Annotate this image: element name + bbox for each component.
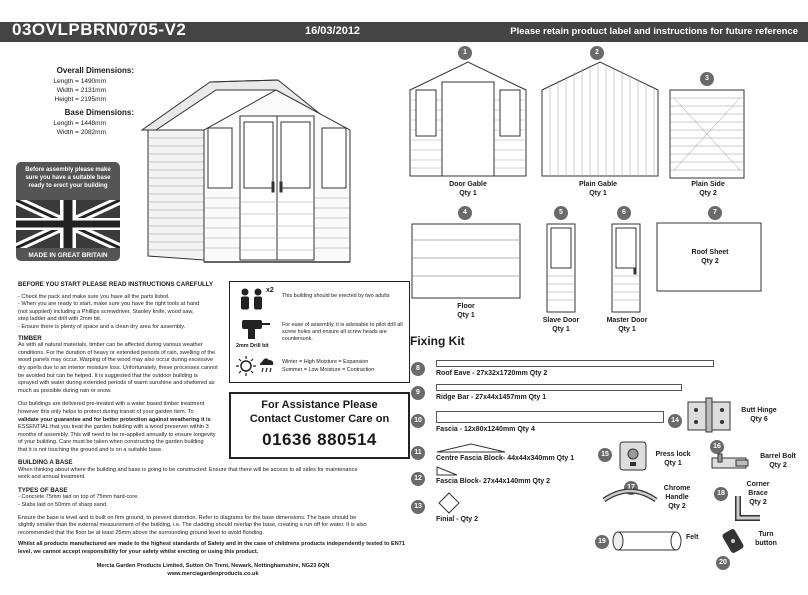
base-width: Width = 2082mm [56,129,106,136]
union-flag-icon [16,200,120,248]
treatment-line: however this only helps to protect during transit of your garden item. To [18,408,194,415]
finial-drawing [438,492,460,514]
fixing-number: 18 [714,487,728,501]
overall-width: Width = 2131mm [56,87,106,94]
product-code: 03OVLPBRN0705-V2 [12,20,187,39]
level-line: Ensure the base is level and is built on firm ground, to prevent distortion. Refer to diagrams for the base dimensions. The base should be [18,514,357,521]
component-caption: Plain Side Qty 2 [691,181,725,197]
issue-date: 16/03/2012 [305,25,361,37]
component-number: 3 [700,72,714,86]
company-website: www.merciagardenproducts.co.uk [167,570,259,577]
component-caption: Master Door Qty 1 [606,317,648,333]
roof-eave-bar [436,360,714,367]
footer [18,563,408,578]
badge-text: Before assembly please make sure you have a suitable base ready to erect your building [25,167,111,189]
dimensions-block [10,66,134,137]
timber-line: As with all natural materials, timber can be affected during various weather [18,342,203,349]
component-caption: Plain Gable Qty 1 [578,181,618,197]
component-caption: Floor Qty 1 [457,303,475,319]
intro-line: - Check the pack and make sure you have all the parts listed. [18,293,170,300]
floor-drawing [410,222,522,300]
base-section [18,459,408,557]
master-door-drawing [610,222,642,314]
fixing-caption: Butt Hinge Qty 6 [741,407,777,423]
intro-line: - When you are ready to start, make sure you have the right tools at hand [18,301,200,308]
component-number: 5 [554,206,568,220]
felt-roll-drawing [612,530,682,552]
treatment-line: that it is not touching the ground and is on a suitable base. [18,446,163,453]
header-bar [0,22,808,42]
fixing-caption: Barrel Bolt Qty 2 [760,453,796,469]
base-dimensions-title: Base Dimensions: [64,108,134,117]
fixing-label: Ridge Bar - 27x44x1457mm Qty 1 [436,394,547,401]
fixing-number: 9 [411,386,425,400]
door-gable-drawing [408,60,528,178]
fixing-number: 8 [411,362,425,376]
timber-line: conditions. For the duration of heavy or extended periods of rain, swelling of the [18,349,216,356]
fixing-number: 15 [598,448,612,462]
intro-section [18,281,228,454]
fixing-label: Fascia - 12x80x1240mm Qty 4 [436,426,535,433]
shed-illustration [140,72,368,268]
ridge-bar [436,384,682,391]
fixing-number: 17 [624,481,638,495]
timber-line: wood panels may occur. Warping of the wood may also occur during excessive [18,357,214,364]
level-line: slightly smaller than the external measurement of the building, i.e. The cladding should overlap the base, creating a run off for water. It is also [18,522,367,529]
fixing-kit-title: Fixing Kit [410,334,465,348]
building-base-heading: BUILDING A BASE [18,459,73,466]
turn-button-drawing [720,526,748,556]
drill-icon [238,318,270,340]
timber-line: sprayed with water during extended periods of warm sunshine and sheltered as [18,380,215,387]
fixing-number: 14 [668,414,682,428]
moisture-winter: Winter = High Moisture = Expansion [282,359,369,365]
centre-fascia-block-drawing [436,443,506,453]
people-count: x2 [266,287,274,294]
plain-gable-drawing [540,60,660,178]
component-number: 7 [708,206,722,220]
fixing-caption: Press lock Qty 1 [655,451,691,467]
fixing-number: 12 [411,472,425,486]
timber-heading: TIMBER [18,334,42,342]
fixing-label: Centre Fascia Block- 44x44x340mm Qty 1 [436,455,575,462]
base-type: - Slabs laid on 50mm of sharp sand. [18,501,108,508]
intro-line: - Ensure there is plenty of space and a clean dry area for assembly. [18,323,186,330]
treatment-line: validate your guarantee and for better protection against weathering it is [18,416,211,423]
info-box [229,281,410,383]
plain-side-drawing [668,88,746,180]
slave-door-drawing [545,222,577,314]
component-number: 4 [458,206,472,220]
intro-line: (not supplied) including a Phillips screwdriver, Stanley knife, wood saw, [18,308,194,315]
safety-line: Whilst all products manufactured are made to the highest standards of Safety and in the case of childrens products independently tested to EN71 [18,541,405,548]
intro-line: step ladder and drill with 2mm bit. [18,316,102,323]
component-number: 1 [458,46,472,60]
treatment-line: Our buildings are delivered pre-treated with a water based timber treatment [18,401,205,408]
butt-hinge-drawing [686,396,732,434]
assist-line-1: For Assistance Please [261,399,378,411]
chrome-handle-drawing [600,486,660,504]
fixing-label: Fascia Block- 27x44x140mm Qty 2 [436,478,551,485]
fixing-caption: Turn button [755,531,777,547]
safety-line: level, we cannot accept responsibility for your safety whilst erecting or using this product. [18,548,259,555]
weather-icon [236,354,276,378]
component-caption: Roof Sheet Qty 2 [691,249,729,265]
fixing-label: Roof Eave - 27x32x1720mm Qty 2 [436,370,548,377]
fascia-bar [436,411,664,423]
timber-line: dry spells due to an interior moisture loss. Unfortunately, these processes cannot [18,364,218,371]
treatment-line: months of assembly. This will need to be re-applied annually to ensure longevity [18,431,216,438]
fixing-label: Felt [686,534,699,541]
level-line: recommended that the floor be at least 25mm above the surrounding ground level to avoid flooding. [18,529,264,536]
retain-notice: Please retain product label and instructions for future reference [510,26,798,37]
moisture-summer: Summer = Low Moisture = Contraction [282,367,375,373]
component-caption: Door Gable Qty 1 [449,181,487,197]
overall-height: Height = 2195mm [54,96,106,103]
fixing-number: 19 [595,535,609,549]
timber-line: much as possible during rain or snow. [18,387,112,394]
treatment-line: of your building. Care must be taken when constructing the garden building [18,439,204,446]
people-text: This building should be erected by two adults [282,293,390,299]
component-number: 6 [617,206,631,220]
drill-advice: For ease of assembly, it is advisable to pilot drill all screw holes and ensure all screw heads are countersunk. [282,322,403,342]
intro-heading: BEFORE YOU START PLEASE READ INSTRUCTIONS CAREFULLY [18,281,214,288]
phone-number: 01636 880514 [262,430,377,449]
types-of-base-heading: TYPES OF BASE [18,486,68,494]
fixing-number: 13 [411,500,425,514]
overall-length: Length = 1490mm [53,78,106,85]
fascia-block-drawing [436,466,458,476]
base-line: work and annual treatment. [18,474,86,481]
timber-line: be avoided but can be helped. It is suggested that the outdoor building is [18,372,198,379]
fixing-label: Finial - Qty 2 [436,516,479,523]
two-people-icon [238,288,266,310]
assist-line-2: Contact Customer Care on [249,413,390,425]
base-length: Length = 1448mm [53,120,106,127]
customer-care-box [229,392,410,459]
fixing-number: 10 [411,414,425,428]
drill-bit-label: 2mm Drill bit [236,343,269,349]
base-line: When thinking about where the building and base is going to be constructed: Ensure that there will be access to all sides for maintenance [18,466,358,473]
fixing-caption: Corner Brace Qty 2 [746,481,770,506]
overall-dimensions-title: Overall Dimensions: [56,66,134,75]
barrel-bolt-drawing [710,452,750,474]
press-lock-drawing [616,436,650,474]
component-caption: Slave Door Qty 1 [542,317,580,333]
treatment-line: ESSENTIAL that you treat the garden building with a wood preserver within 3 [18,424,209,431]
company-address: Mercia Garden Products Limited, Sutton On Trent, Newark, Nottinghamshire, NG23 6QN [96,563,330,569]
made-in-label: MADE IN GREAT BRITAIN [28,252,108,259]
base-type: - Concrete 75mm laid on top of 75mm hard-core. [18,494,139,501]
assembly-badge [16,162,120,261]
fixing-number: 11 [411,446,425,460]
fixing-number: 16 [710,440,724,454]
fixing-number: 20 [716,556,730,570]
fixing-caption: Chrome Handle Qty 2 [663,485,691,510]
component-number: 2 [590,46,604,60]
